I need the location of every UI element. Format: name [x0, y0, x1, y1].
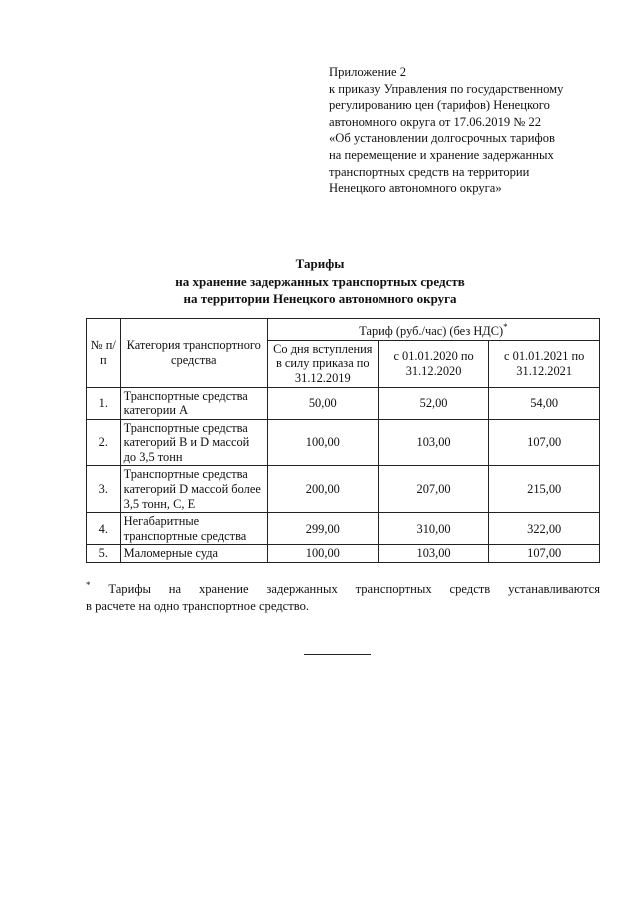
row-value: 299,00 [267, 513, 378, 545]
footnote [86, 577, 600, 614]
row-value: 50,00 [267, 387, 378, 419]
title-line-3: на территории Ненецкого автономного округа [183, 291, 457, 306]
row-value: 107,00 [489, 419, 600, 466]
row-value: 310,00 [378, 513, 489, 545]
document-title [0, 255, 640, 308]
row-category: Транспортные средства категории А [120, 387, 267, 419]
row-value: 100,00 [267, 545, 378, 563]
header-num: № п/п [87, 319, 121, 388]
row-value: 215,00 [489, 466, 600, 513]
header-tariff-label: Тариф (руб./час) (без НДС) [359, 324, 504, 339]
header-period-1: Со дня вступления в силу приказа по 31.12.2019 [267, 340, 378, 387]
row-category: Негабаритные транспортные средства [120, 513, 267, 545]
appendix-line: к приказу Управления по государственному [329, 81, 564, 96]
row-value: 207,00 [378, 466, 489, 513]
separator-line [304, 654, 371, 655]
table-row [87, 513, 600, 545]
row-num: 2. [87, 419, 121, 466]
row-value: 103,00 [378, 419, 489, 466]
table-row [87, 545, 600, 563]
row-num: 5. [87, 545, 121, 563]
footnote-marker: * [503, 322, 508, 332]
appendix-line: автономного округа от 17.06.2019 № 22 [329, 114, 542, 129]
footnote-line-2: в расчете на одно транспортное средство. [86, 598, 310, 613]
footnote-marker: * [86, 580, 91, 590]
appendix-block [329, 64, 599, 197]
row-value: 103,00 [378, 545, 489, 563]
appendix-line: Приложение 2 [329, 65, 407, 79]
tariffs-table [86, 318, 600, 563]
row-num: 3. [87, 466, 121, 513]
row-category: Транспортные средства категорий B и D массой до 3,5 тонн [120, 419, 267, 466]
title-line-2: на хранение задержанных транспортных средств [175, 273, 465, 289]
row-value: 54,00 [489, 387, 600, 419]
header-category: Категория транспортного средства [120, 319, 267, 388]
row-category: Транспортные средства категорий D массой более 3,5 тонн, C, E [120, 466, 267, 513]
footnote-text: Тарифы на хранение задержанных транспортных средств устанавливаются [108, 582, 600, 597]
appendix-line: Ненецкого автономного округа» [329, 181, 502, 196]
header-period-2: с 01.01.2020 по 31.12.2020 [378, 340, 489, 387]
row-num: 4. [87, 513, 121, 545]
header-period-3: с 01.01.2021 по 31.12.2021 [489, 340, 600, 387]
table-row [87, 466, 600, 513]
appendix-line: транспортных средств на территории [329, 164, 530, 179]
footnote-line-1 [86, 577, 600, 598]
table-header-row [87, 319, 600, 341]
row-num: 1. [87, 387, 121, 419]
row-value: 100,00 [267, 419, 378, 466]
header-tariff [267, 319, 599, 341]
row-category: Маломерные суда [120, 545, 267, 563]
appendix-line: «Об установлении долгосрочных тарифов [329, 131, 555, 146]
row-value: 52,00 [378, 387, 489, 419]
title-line-1: Тарифы [295, 256, 345, 271]
row-value: 107,00 [489, 545, 600, 563]
table-row [87, 387, 600, 419]
appendix-line: регулированию цен (тарифов) Ненецкого [329, 98, 550, 113]
appendix-line: на перемещение и хранение задержанных [329, 147, 554, 162]
row-value: 322,00 [489, 513, 600, 545]
row-value: 200,00 [267, 466, 378, 513]
table-row [87, 419, 600, 466]
